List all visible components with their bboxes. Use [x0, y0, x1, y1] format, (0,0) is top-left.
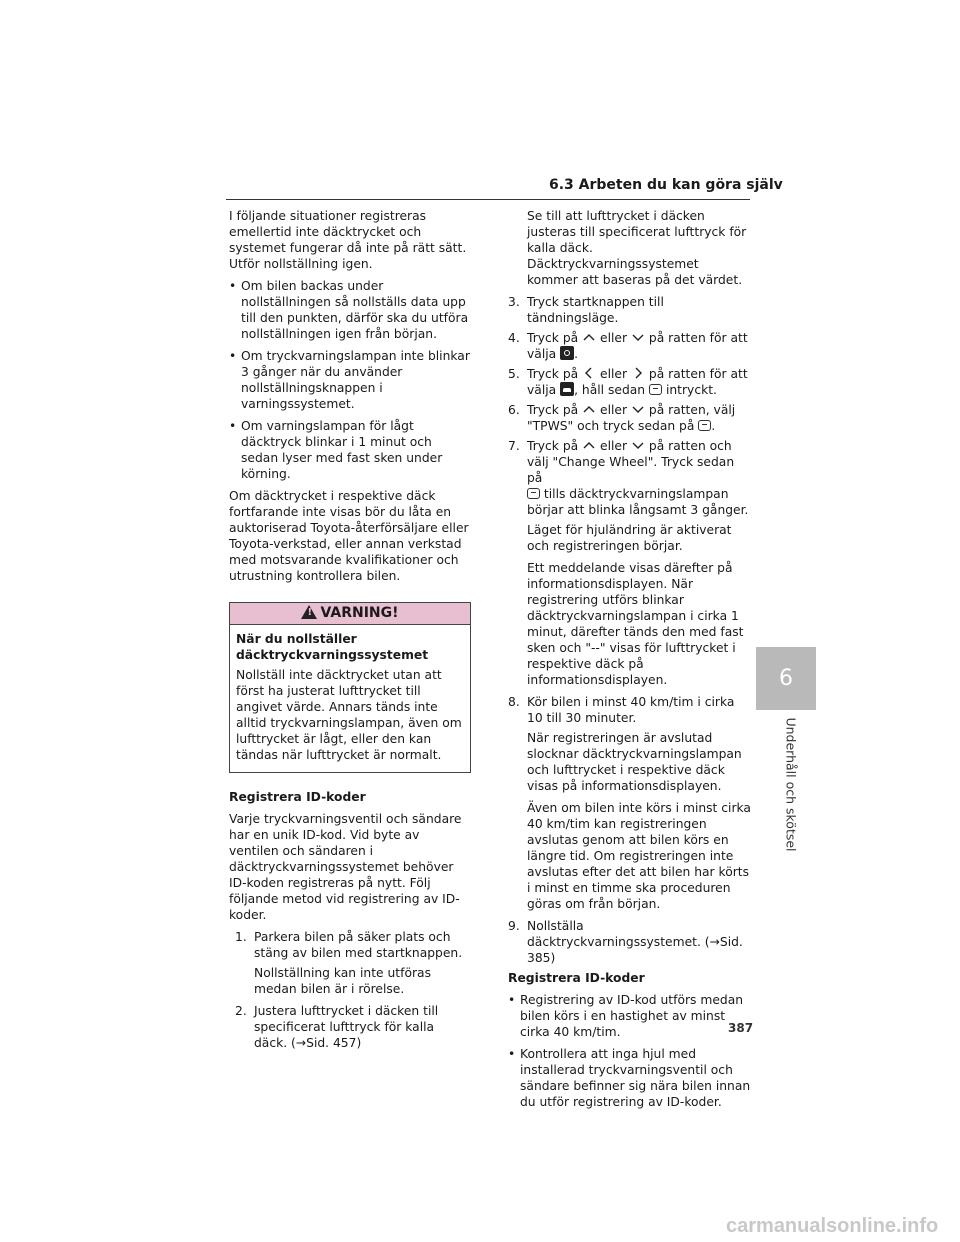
step-item [235, 929, 471, 961]
list-item [229, 418, 471, 482]
step-number: 4. [508, 331, 520, 345]
right-column [508, 208, 752, 1116]
step-text: Nollställa däcktryckvarningssystemet. (→Sid. 385) [527, 919, 743, 965]
list-item-text: Om bilen backas under nollställningen så nollställs data upp till den punkten, därför ska du utföra nollställningen igen från början. [241, 279, 469, 341]
step-text: välja [527, 383, 557, 397]
step-text: på ratten och [648, 439, 732, 453]
list-item [229, 278, 471, 342]
step-text: eller [600, 331, 628, 345]
step-item [508, 330, 752, 362]
step-number: 1. [235, 930, 247, 944]
paragraph: Varje tryckvarningsventil och sändare har en unik ID-kod. Vid byte av ventilen och sändaren i däcktryckvarningssystemet behöver ID-koden registreras på nytt. Följ följande metod vid registrering av ID-koder. [229, 812, 462, 922]
list-item-text: Registrering av ID-kod utförs medan bilen körs i en hastighet av minst cirka 40 km/tim. [520, 993, 744, 1039]
step-note: Nollställning kan inte utföras medan bilen är i rörelse. [254, 966, 431, 996]
step-item [508, 294, 752, 326]
step-text: . [711, 419, 716, 433]
warning-text: Nollställ inte däcktrycket utan att först ha justerat lufttrycket till angivet värde. Annars tänds inte alltid tryckvarningslampan, även om lufttrycket är lågt, eller den kan tändas när lufttrycket är normalt. [236, 668, 462, 762]
warning-title: VARNING! [320, 605, 399, 621]
step-text: Kör bilen i minst 40 km/tim i cirka 10 till 30 minuter. [527, 695, 735, 725]
step-text: Parkera bilen på säker plats och stäng av bilen med startknappen. [254, 930, 463, 960]
list-item-text: Om varningslampan för lågt däcktryck blinkar i 1 minut och sedan lyser med fast sken under körning. [241, 419, 443, 481]
page-number: 387 [728, 1021, 754, 1035]
step-number: 7. [508, 439, 520, 453]
paragraph: Om däcktrycket i respektive däck fortfarande inte visas bör du låta en auktoriserad Toyota-återförsäljare eller Toyota-verkstad, eller annan verkstad med motsvarande kvalifikationer och utrustning kontrollera bilen. [229, 489, 469, 583]
step-item [508, 694, 752, 726]
bullet-icon: • [229, 419, 237, 433]
ok-button-icon [698, 420, 711, 431]
step-number: 5. [508, 367, 520, 381]
chevron-up-icon [582, 403, 596, 415]
section-title: 6.3 Arbeten du kan göra själv [549, 177, 783, 193]
warning-subtitle: När du nollställer däcktryckvarningssystemet [236, 632, 429, 662]
ok-button-icon [649, 384, 662, 395]
step-text: "TPWS" och tryck sedan på [527, 419, 695, 433]
chapter-tab: 6 [756, 647, 816, 710]
vehicle-settings-icon [560, 382, 574, 396]
warning-box [229, 602, 471, 773]
step-text: Tryck på [527, 403, 579, 417]
intro-paragraph: I följande situationer registreras emellertid inte däcktrycket och systemet fungerar då inte på rätt sätt. Utför nollställning igen. [229, 209, 467, 271]
step-text: på ratten för att [648, 331, 748, 345]
chevron-down-icon [631, 403, 645, 415]
chevron-right-icon [631, 367, 645, 379]
step-text: . [574, 347, 579, 361]
steps-list [229, 929, 471, 1051]
step-text: Tryck på [527, 331, 579, 345]
chevron-left-icon [582, 367, 596, 379]
chapter-label-text: Underhåll och skötsel [783, 717, 799, 852]
step-note: Ett meddelande visas därefter på informationsdisplayen. När registrering utförs blinkar däcktryckvarningslampan i cirka 1 minut, därefter tänds den med fast sken och "--" visas för lufttrycket i respektive däck på informationsdisplayen. [527, 561, 744, 687]
step-item [508, 366, 752, 398]
step-text: på ratten för att [648, 367, 748, 381]
step-text: eller [600, 439, 628, 453]
step-text: eller [600, 367, 628, 381]
section-heading: Registrera ID-koder [508, 971, 645, 985]
warning-body [230, 625, 470, 772]
header-divider [226, 199, 750, 200]
step-text: på ratten, välj [648, 403, 736, 417]
step-note: Se till att lufttrycket i däcken justeras till specificerat lufttryck för kalla däck. Däcktryckvarningssystemet kommer att baseras på det värdet. [527, 209, 747, 287]
step-item [508, 918, 752, 966]
watermark: carmanualsonline.info [726, 1215, 939, 1237]
list-item [229, 348, 471, 412]
step-text: Tryck startknappen till tändningsläge. [527, 295, 664, 325]
step-text: tills däcktryckvarningslampan börjar att blinka långsamt 3 gånger. [527, 487, 749, 517]
step-text: Tryck på [527, 367, 579, 381]
step-number: 8. [508, 695, 520, 709]
step-item [235, 1003, 471, 1051]
settings-gear-icon [560, 346, 574, 360]
step-note: När registreringen är avslutad slocknar däcktryckvarningslampan och lufttrycket i respektive däck visas på informationsdisplayen. [527, 731, 742, 793]
step-text: Tryck på [527, 439, 579, 453]
bullet-icon: • [229, 279, 237, 293]
warning-triangle-icon [301, 605, 317, 619]
list-item-text: Kontrollera att inga hjul med installerad tryckvarningsventil och sändare befinner sig nära bilen innan du utför registrering av ID-koder. [520, 1047, 751, 1109]
step-number: 9. [508, 919, 520, 933]
list-item [508, 992, 752, 1040]
step-note: Läget för hjuländring är aktiverat och registreringen börjar. [527, 523, 732, 553]
step-item [508, 402, 752, 434]
chevron-up-icon [582, 439, 596, 451]
section-heading: Registrera ID-koder [229, 790, 366, 804]
step-text: intryckt. [665, 383, 717, 397]
bullet-icon: • [508, 1047, 516, 1061]
step-text: , håll sedan [574, 383, 646, 397]
chapter-side-label [776, 712, 800, 862]
step-number: 2. [235, 1004, 247, 1018]
chevron-down-icon [631, 331, 645, 343]
step-text: Justera lufttrycket i däcken till specificerat lufttryck för kalla däck. (→Sid. 457) [254, 1004, 439, 1050]
bullet-icon: • [508, 993, 516, 1007]
step-text: välja [527, 347, 557, 361]
step-number: 6. [508, 403, 520, 417]
left-column [229, 208, 471, 1055]
step-item [508, 438, 752, 518]
chevron-up-icon [582, 331, 596, 343]
step-number: 3. [508, 295, 520, 309]
bullet-icon: • [229, 349, 237, 363]
chevron-down-icon [631, 439, 645, 451]
step-text: välj "Change Wheel". Tryck sedan på [527, 455, 735, 485]
warning-header [230, 603, 470, 625]
step-note: Även om bilen inte körs i minst cirka 40 km/tim kan registreringen avslutas genom att bilen körs en längre tid. Om registreringen inte avslutas efter det att bilen har körts i minst en timme ska proceduren göras om från början. [527, 801, 751, 911]
step-text: eller [600, 403, 628, 417]
ok-button-icon [527, 488, 540, 499]
list-item [508, 1046, 752, 1110]
list-item-text: Om tryckvarningslampan inte blinkar 3 gånger när du använder nollställningsknappen i varningssystemet. [241, 349, 470, 411]
